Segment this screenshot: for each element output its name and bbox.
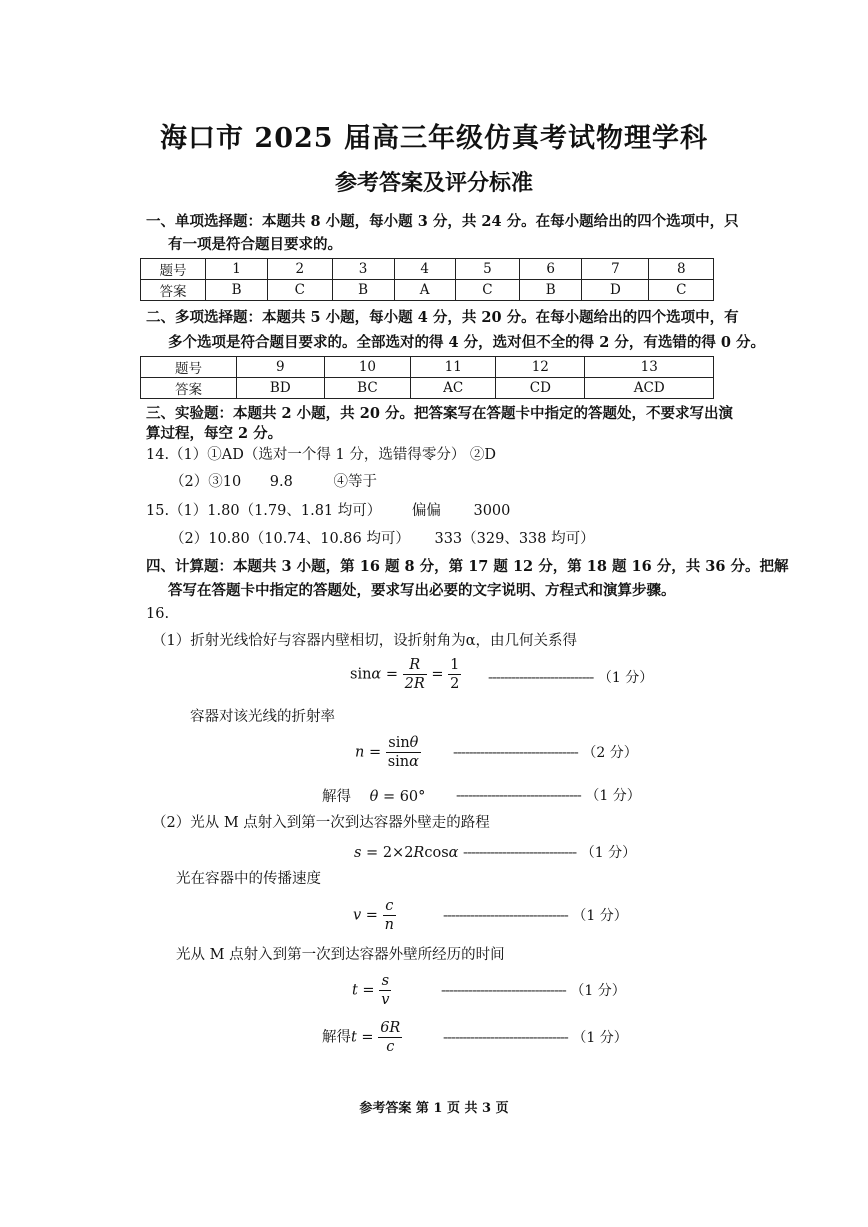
section3-heading-cont: 算过程，每空 2 分。 — [146, 425, 283, 442]
table-cell: 9 — [237, 357, 325, 378]
section1-heading-cont: 有一项是符合题目要求的。 — [168, 236, 342, 253]
row-head-answer: 答案 — [141, 378, 237, 399]
table-cell: BC — [324, 378, 411, 399]
row-head-answer: 答案 — [141, 280, 206, 301]
table-cell: 11 — [411, 357, 496, 378]
q16-step5-text: 光从 M 点射入到第一次到达容器外壁所经历的时间 — [176, 947, 505, 963]
table-cell: 1 — [206, 259, 268, 280]
score-line: -------------------------------- （1 分） — [443, 1030, 628, 1046]
score-line: -------------------------------- （1 分） — [441, 983, 626, 999]
section2-heading: 二、多项选择题：本题共 5 小题，每小题 4 分，共 20 分。在每小题给出的四个选项中，有 — [146, 309, 739, 326]
table-cell: ACD — [585, 378, 714, 399]
table-cell: 10 — [324, 357, 411, 378]
q15-part1-b: 偏偏 — [411, 503, 441, 519]
q14-part2 — [170, 472, 377, 492]
equation-refractive-index: n = $\frac{\sin\theta}{\sin\alpha}$ — [355, 735, 419, 770]
table-cell: C — [268, 280, 332, 301]
score-text: （2 分） — [582, 745, 638, 761]
page-title: 海口市 2025 届高三年级仿真考试物理学科 — [160, 123, 708, 154]
equation-time-result: 解得t = $\frac{6R}{c}$ — [322, 1020, 401, 1055]
table-cell: 6 — [520, 259, 582, 280]
q14-part1: 14.（1）①AD（选对一个得 1 分，选错得零分） ②D — [146, 447, 497, 463]
table-cell: 2 — [268, 259, 332, 280]
score-text: （1 分） — [572, 908, 628, 924]
q15-part1 — [146, 501, 510, 521]
q15-part1-a: 15.（1）1.80（1.79、1.81 均可） — [146, 503, 382, 519]
table-cell: AC — [411, 378, 496, 399]
score-text: （1 分） — [585, 788, 641, 804]
table-cell: B — [206, 280, 268, 301]
row-head-number: 题号 — [141, 357, 237, 378]
score-text: （1 分） — [580, 845, 637, 861]
section3-heading: 三、实验题：本题共 2 小题，共 20 分。把答案写在答题卡中指定的答题处，不要求写出演 — [146, 405, 733, 422]
table-cell: 13 — [585, 357, 714, 378]
q16-step2-text: 容器对该光线的折射率 — [190, 709, 335, 725]
page-subtitle: 参考答案及评分标准 — [334, 170, 533, 196]
table-cell: C — [649, 280, 714, 301]
table-row — [141, 357, 714, 378]
section1-answer-table — [140, 258, 714, 301]
table-cell: BD — [237, 378, 325, 399]
q16-step3-text: （2）光从 M 点射入到第一次到达容器外壁走的路程 — [152, 815, 490, 831]
table-cell: 7 — [582, 259, 649, 280]
table-cell: A — [394, 280, 455, 301]
score-line: -------------------------------- （1 分） — [443, 908, 628, 924]
section2-answer-table — [140, 356, 714, 399]
q14-part2-a: （2）③10 — [170, 474, 242, 490]
q16-step1-text: （1）折射光线恰好与容器内壁相切，设折射角为α，由几何关系得 — [152, 633, 578, 649]
q14-part2-b: 9.8 — [269, 474, 293, 490]
equation-velocity: v = $\frac{c}{n}$ — [353, 898, 394, 933]
score-text: （1 分） — [572, 1030, 628, 1046]
table-cell: CD — [496, 378, 585, 399]
table-row — [141, 259, 714, 280]
score-text: （1 分） — [570, 983, 626, 999]
equation-theta: 解得 θ = 60° — [322, 789, 426, 805]
q15-part2-a: （2）10.80（10.74、10.86 均可） — [170, 531, 410, 547]
table-cell: 12 — [496, 357, 585, 378]
table-cell: 4 — [394, 259, 455, 280]
page-footer: 参考答案 第 1 页 共 3 页 — [359, 1101, 509, 1116]
table-cell: 3 — [332, 259, 394, 280]
table-row — [141, 280, 714, 301]
section2-heading-cont: 多个选项是符合题目要求的。全部选对的得 4 分，选对但不全的得 2 分，有选错的得 0 分。 — [168, 334, 766, 351]
solve-label: 解得 — [322, 1029, 351, 1046]
q14-part2-c: ④等于 — [333, 474, 377, 490]
row-head-number: 题号 — [141, 259, 206, 280]
score-line: --------------------------- （1 分） — [488, 670, 654, 686]
equation-time: t = $\frac{s}{v}$ — [352, 973, 390, 1008]
score-line: -------------------------------- （2 分） — [453, 745, 638, 761]
equation-path: s = 2×2Rcosα ----------------------------- （1 分） — [354, 845, 637, 861]
q15-part2 — [170, 529, 595, 549]
q16-label: 16. — [146, 606, 170, 622]
table-row — [141, 378, 714, 399]
score-line: -------------------------------- （1 分） — [456, 788, 641, 804]
table-cell: 8 — [649, 259, 714, 280]
equation-sin-alpha: sinα = $\frac{R}{2R}$ = $\frac{1}{2}$ — [350, 657, 460, 692]
solve-label: 解得 — [322, 789, 351, 805]
section4-heading-cont: 答写在答题卡中指定的答题处，要求写出必要的文字说明、方程式和演算步骤。 — [168, 582, 676, 599]
table-cell: C — [455, 280, 519, 301]
table-cell: 5 — [455, 259, 519, 280]
table-cell: B — [332, 280, 394, 301]
q16-step4-text: 光在容器中的传播速度 — [176, 871, 321, 887]
q15-part1-c: 3000 — [473, 503, 511, 519]
q15-part2-b: 333（329、338 均可） — [434, 531, 595, 547]
table-cell: B — [520, 280, 582, 301]
score-text: （1 分） — [597, 670, 654, 686]
section1-heading: 一、单项选择题：本题共 8 小题，每小题 3 分，共 24 分。在每小题给出的四个选项中，只 — [146, 213, 739, 230]
section4-heading: 四、计算题：本题共 3 小题，第 16 题 8 分，第 17 题 12 分，第 18 题 16 分，共 36 分。把解 — [146, 558, 789, 575]
table-cell: D — [582, 280, 649, 301]
